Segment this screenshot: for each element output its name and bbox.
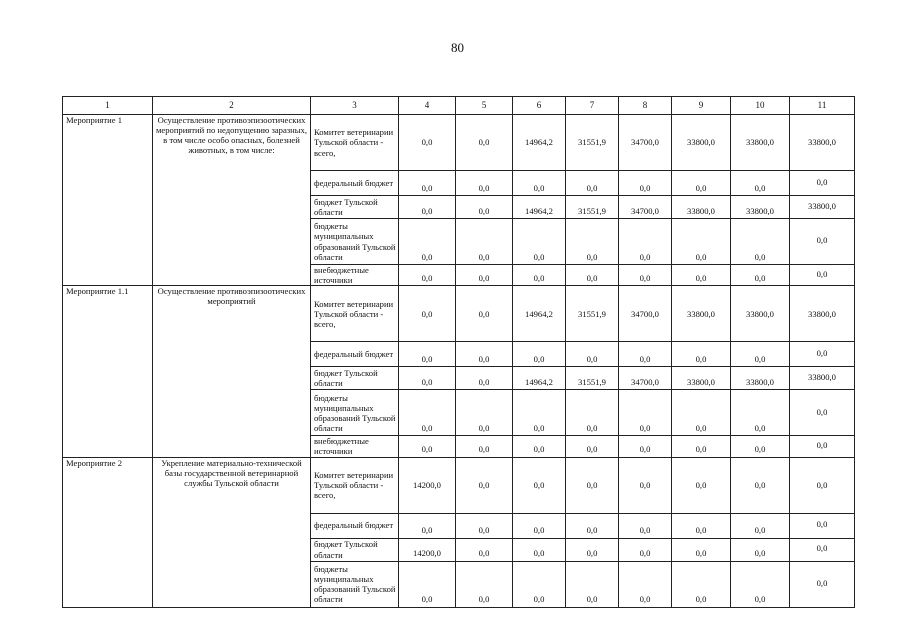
funding-source: бюджеты муниципальных образований Тульской области (311, 390, 399, 436)
amount-cell: 0,0 (619, 561, 672, 607)
amount-cell: 0,0 (731, 390, 790, 436)
table-row (63, 286, 855, 342)
column-number-cell: 10 (731, 97, 790, 115)
amount-cell: 0,0 (513, 390, 566, 436)
funding-source: бюджет Тульской области (311, 538, 399, 561)
funding-source: бюджеты муниципальных образований Тульской области (311, 219, 399, 265)
funding-source: внебюджетные источники (311, 265, 399, 286)
amount-cell: 0,0 (513, 561, 566, 607)
amount-cell: 0,0 (399, 286, 456, 342)
amount-cell: 33800,0 (790, 196, 855, 219)
amount-cell: 0,0 (619, 538, 672, 561)
amount-cell: 14200,0 (399, 538, 456, 561)
amount-cell: 0,0 (672, 390, 731, 436)
amount-cell: 0,0 (790, 561, 855, 607)
column-number-cell: 4 (399, 97, 456, 115)
column-number-cell: 6 (513, 97, 566, 115)
amount-cell: 0,0 (566, 171, 619, 196)
column-number-cell: 11 (790, 97, 855, 115)
amount-cell: 34700,0 (619, 115, 672, 171)
amount-cell: 34700,0 (619, 367, 672, 390)
amount-cell: 0,0 (566, 342, 619, 367)
amount-cell: 0,0 (456, 513, 513, 538)
amount-cell: 0,0 (456, 342, 513, 367)
amount-cell: 0,0 (513, 436, 566, 457)
amount-cell: 0,0 (672, 342, 731, 367)
amount-cell: 0,0 (619, 390, 672, 436)
amount-cell: 0,0 (399, 265, 456, 286)
amount-cell: 0,0 (456, 436, 513, 457)
amount-cell: 0,0 (619, 457, 672, 513)
amount-cell: 0,0 (399, 436, 456, 457)
amount-cell: 31551,9 (566, 367, 619, 390)
amount-cell: 0,0 (672, 171, 731, 196)
amount-cell: 0,0 (456, 219, 513, 265)
amount-cell: 0,0 (566, 538, 619, 561)
column-number-cell: 1 (63, 97, 153, 115)
amount-cell: 33800,0 (790, 286, 855, 342)
amount-cell: 0,0 (399, 342, 456, 367)
column-number-row (63, 97, 855, 115)
amount-cell: 0,0 (399, 171, 456, 196)
amount-cell: 34700,0 (619, 286, 672, 342)
amount-cell: 0,0 (513, 219, 566, 265)
amount-cell: 33800,0 (731, 286, 790, 342)
amount-cell: 0,0 (399, 513, 456, 538)
column-number-cell: 5 (456, 97, 513, 115)
funding-source: федеральный бюджет (311, 171, 399, 196)
amount-cell: 31551,9 (566, 115, 619, 171)
amount-cell: 14964,2 (513, 196, 566, 219)
column-number-cell: 7 (566, 97, 619, 115)
amount-cell: 0,0 (566, 390, 619, 436)
amount-cell: 33800,0 (672, 115, 731, 171)
column-number-cell: 8 (619, 97, 672, 115)
amount-cell: 0,0 (790, 219, 855, 265)
amount-cell: 0,0 (456, 561, 513, 607)
amount-cell: 0,0 (513, 342, 566, 367)
amount-cell: 31551,9 (566, 286, 619, 342)
event-code: Мероприятие 2 (63, 457, 153, 607)
amount-cell: 33800,0 (731, 196, 790, 219)
amount-cell: 33800,0 (672, 367, 731, 390)
amount-cell: 34700,0 (619, 196, 672, 219)
amount-cell: 0,0 (790, 171, 855, 196)
funding-source: Комитет ветеринарии Тульской области - всего, (311, 457, 399, 513)
amount-cell: 33800,0 (790, 115, 855, 171)
amount-cell: 0,0 (513, 171, 566, 196)
amount-cell: 0,0 (731, 171, 790, 196)
amount-cell: 0,0 (619, 342, 672, 367)
amount-cell: 0,0 (731, 436, 790, 457)
amount-cell: 0,0 (566, 457, 619, 513)
amount-cell: 0,0 (619, 265, 672, 286)
amount-cell: 33800,0 (731, 115, 790, 171)
amount-cell: 0,0 (456, 115, 513, 171)
amount-cell: 0,0 (456, 265, 513, 286)
table-row (63, 115, 855, 171)
amount-cell: 0,0 (456, 538, 513, 561)
funding-source: бюджеты муниципальных образований Тульской области (311, 561, 399, 607)
amount-cell: 0,0 (566, 219, 619, 265)
amount-cell: 0,0 (619, 436, 672, 457)
amount-cell: 0,0 (672, 457, 731, 513)
amount-cell: 0,0 (731, 219, 790, 265)
budget-table (62, 96, 855, 608)
event-code: Мероприятие 1 (63, 115, 153, 286)
event-description: Укрепление материально-технической базы государственной ветеринарной службы Тульской области (153, 457, 311, 607)
amount-cell: 0,0 (399, 390, 456, 436)
amount-cell: 14200,0 (399, 457, 456, 513)
amount-cell: 0,0 (456, 171, 513, 196)
amount-cell: 0,0 (399, 219, 456, 265)
funding-source: бюджет Тульской области (311, 196, 399, 219)
amount-cell: 0,0 (456, 367, 513, 390)
amount-cell: 0,0 (513, 265, 566, 286)
amount-cell: 0,0 (731, 265, 790, 286)
amount-cell: 0,0 (672, 513, 731, 538)
amount-cell: 0,0 (790, 538, 855, 561)
amount-cell: 0,0 (566, 265, 619, 286)
amount-cell: 0,0 (399, 196, 456, 219)
column-number-cell: 2 (153, 97, 311, 115)
amount-cell: 14964,2 (513, 115, 566, 171)
amount-cell: 0,0 (566, 513, 619, 538)
amount-cell: 0,0 (399, 367, 456, 390)
amount-cell: 33800,0 (731, 367, 790, 390)
amount-cell: 0,0 (566, 561, 619, 607)
amount-cell: 14964,2 (513, 367, 566, 390)
amount-cell: 0,0 (513, 513, 566, 538)
funding-source: бюджет Тульской области (311, 367, 399, 390)
column-number-cell: 3 (311, 97, 399, 115)
funding-source: федеральный бюджет (311, 342, 399, 367)
amount-cell: 0,0 (456, 390, 513, 436)
amount-cell: 0,0 (731, 561, 790, 607)
amount-cell: 0,0 (399, 115, 456, 171)
amount-cell: 0,0 (456, 286, 513, 342)
event-description: Осуществление противоэпизоотических мероприятий по недопущению заразных, в том числе особо опасных, болезней животных, в том числе: (153, 115, 311, 286)
funding-source: федеральный бюджет (311, 513, 399, 538)
amount-cell: 0,0 (790, 436, 855, 457)
column-number-cell: 9 (672, 97, 731, 115)
amount-cell: 0,0 (790, 513, 855, 538)
amount-cell: 0,0 (672, 436, 731, 457)
event-code: Мероприятие 1.1 (63, 286, 153, 457)
amount-cell: 0,0 (731, 513, 790, 538)
amount-cell: 33800,0 (672, 196, 731, 219)
amount-cell: 0,0 (456, 196, 513, 219)
amount-cell: 0,0 (566, 436, 619, 457)
amount-cell: 0,0 (619, 171, 672, 196)
amount-cell: 0,0 (731, 538, 790, 561)
amount-cell: 0,0 (619, 219, 672, 265)
amount-cell: 0,0 (731, 342, 790, 367)
amount-cell: 0,0 (790, 390, 855, 436)
amount-cell: 0,0 (513, 538, 566, 561)
funding-source: Комитет ветеринарии Тульской области - всего, (311, 286, 399, 342)
amount-cell: 0,0 (672, 219, 731, 265)
amount-cell: 0,0 (399, 561, 456, 607)
funding-source: Комитет ветеринарии Тульской области - всего, (311, 115, 399, 171)
amount-cell: 33800,0 (672, 286, 731, 342)
amount-cell: 0,0 (456, 457, 513, 513)
amount-cell: 0,0 (731, 457, 790, 513)
page-number: 80 (451, 40, 464, 55)
amount-cell: 0,0 (790, 457, 855, 513)
amount-cell: 0,0 (672, 561, 731, 607)
table-row (63, 457, 855, 513)
amount-cell: 0,0 (619, 513, 672, 538)
amount-cell: 0,0 (790, 342, 855, 367)
amount-cell: 0,0 (513, 457, 566, 513)
funding-source: внебюджетные источники (311, 436, 399, 457)
amount-cell: 0,0 (672, 265, 731, 286)
event-description: Осуществление противоэпизоотических мероприятий (153, 286, 311, 457)
amount-cell: 31551,9 (566, 196, 619, 219)
amount-cell: 14964,2 (513, 286, 566, 342)
amount-cell: 33800,0 (790, 367, 855, 390)
amount-cell: 0,0 (672, 538, 731, 561)
amount-cell: 0,0 (790, 265, 855, 286)
